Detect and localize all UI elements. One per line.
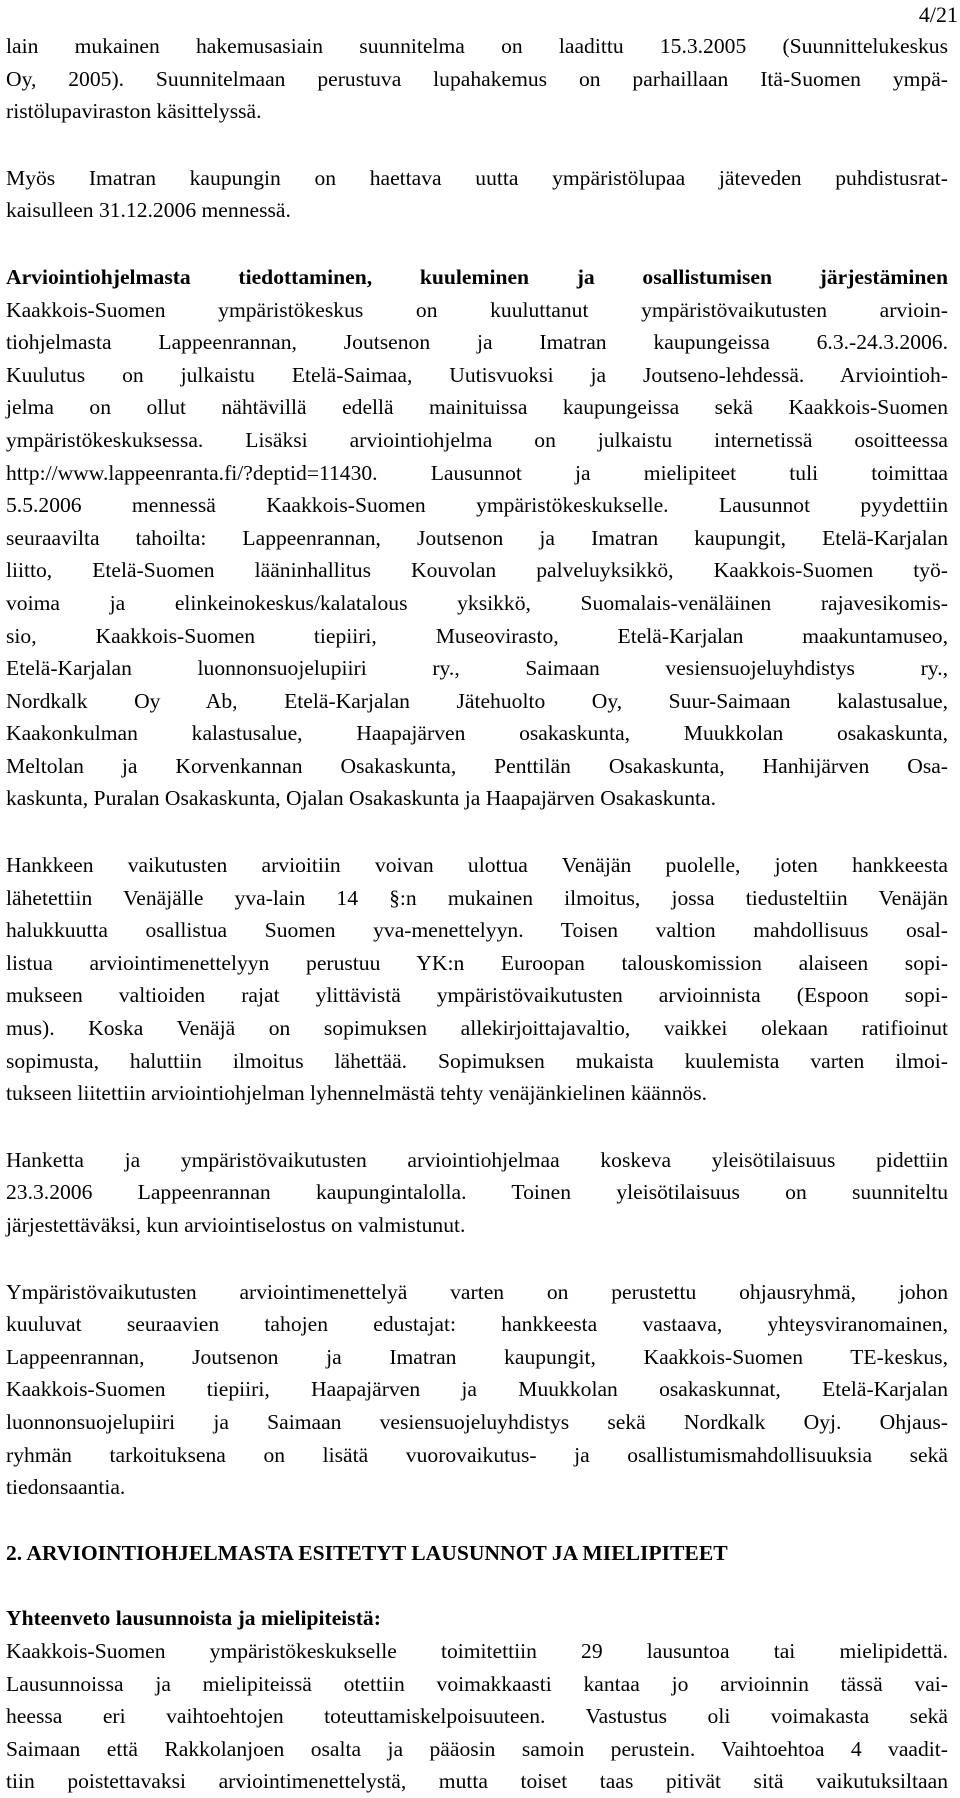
page-number: 4/21 [918,2,958,27]
text-line: ryhmän tarkoituksena on lisätä vuorovaikutus- ja osallistumismahdollisuuksia sekä [6,1442,948,1467]
text-line: tiedonsaantia. [6,1475,126,1500]
paragraph-summary [6,1602,948,1798]
paragraph-gap [6,1569,948,1602]
text-line: ristölupaviraston käsittelyssä. [6,99,262,124]
text-line: Meltolan ja Korvenkannan Osakaskunta, Penttilän Osakaskunta, Hanhijärven Osa- [6,753,948,778]
text-line: tukseen liitettiin arviointiohjelman lyhennelmästä tehty venäjänkielinen käännös. [6,1081,708,1106]
text-line: lähetettiin Venäjälle yva-lain 14 §:n mukainen ilmoitus, jossa tiedusteltiin Venäjän [6,885,948,910]
text-line: Kaakonkulman kalastusalue, Haapajärven osakaskunta, Muukkolan osakaskunta, [6,721,948,746]
text-line: Oy, 2005). Suunnitelmaan perustuva lupahakemus on parhaillaan Itä-Suomen ympä- [6,66,948,91]
text-line: Lausunnoissa ja mielipiteissä otettiin voimakkaasti kantaa jo arvioinnin tässä vai- [6,1671,948,1696]
text-line: Nordkalk Oy Ab, Etelä-Karjalan Jätehuolto Oy, Suur-Saimaan kalastusalue, [6,688,948,713]
text-line: Hankkeen vaikutusten arvioitiin voivan ulottua Venäjän puolelle, joten hankkeesta [6,853,948,878]
text-line: Myös Imatran kaupungin on haettava uutta ympäristölupaa jäteveden puhdistusrat- [6,165,948,190]
text-line: mukseen valtioiden rajat ylittävistä ympäristövaikutusten arvioinnista (Espoon sopi- [6,983,948,1008]
paragraph-public-event [6,1144,948,1242]
paragraph-russia-notification [6,849,948,1110]
text-line: kaskunta, Puralan Osakaskunta, Ojalan Osakaskunta ja Haapajärven Osakaskunta. [6,786,716,811]
paragraph-gap [6,1110,948,1144]
paragraph-gap [6,227,948,261]
text-line: 23.3.2006 Lappeenrannan kaupungintalolla. Toinen yleisötilaisuus on suunniteltu [6,1180,948,1205]
text-line: listua arviointimenettelyyn perustuu YK:n Euroopan talouskomission alaiseen sopi- [6,950,948,975]
paragraph-gap [6,1242,948,1276]
text-line: http://www.lappeenranta.fi/?deptid=11430. Lausunnot ja mielipiteet tuli toimittaa [6,460,948,485]
text-line: tiohjelmasta Lappeenrannan, Joutsenon ja Imatran kaupungeissa 6.3.-24.3.2006. [6,330,948,355]
paragraph-imatra-permit [6,162,948,227]
text-line: Kuulutus on julkaistu Etelä-Saimaa, Uutisvuoksi ja Joutseno-lehdessä. Arviointioh- [6,362,948,387]
paragraph-gap [6,1504,948,1537]
text-line: lain mukainen hakemusasiain suunnitelma on laadittu 15.3.2005 (Suunnittelukeskus [6,34,948,58]
text-line: heessa eri vaihtoehtojen toteuttamiskelpoisuuteen. Vastustus oli voimakasta sekä [6,1704,948,1729]
section-heading: 2. ARVIOINTIOHJELMASTA ESITETYT LAUSUNNOT JA MIELIPITEET [6,1540,728,1565]
text-line: sio, Kaakkois-Suomen tiepiiri, Museovirasto, Etelä-Karjalan maakuntamuseo, [6,623,948,648]
document-body [6,30,948,1798]
text-line: tiin poistettavaksi arviointimenettelystä, mutta toiset taas pitivät sitä vaikutuksiltaan [6,1769,948,1794]
text-line: 5.5.2006 mennessä Kaakkois-Suomen ympäristökeskukselle. Lausunnot pyydettiin [6,493,948,518]
text-line: Saimaan että Rakkolanjoen osalta ja pääosin samoin perustein. Vaihtoehtoa 4 vaadit- [6,1736,948,1761]
text-line: mus). Koska Venäjä on sopimuksen allekirjoittajavaltio, vaikkei olekaan ratifioinut [6,1016,948,1041]
paragraph-gap [6,815,948,849]
text-line: ympäristökeskuksessa. Lisäksi arviointiohjelma on julkaistu internetissä osoitteessa [6,427,948,452]
text-line: Kaakkois-Suomen ympäristökeskus on kuuluttanut ympäristövaikutusten arvioin- [6,297,948,322]
text-line: Etelä-Karjalan luonnonsuojelupiiri ry., Saimaan vesiensuojeluyhdistys ry., [6,656,948,681]
paragraph-steering-group [6,1276,948,1504]
text-line: järjestettäväksi, kun arviointiselostus on valmistunut. [6,1213,466,1237]
text-line: luonnonsuojelupiiri ja Saimaan vesiensuojeluyhdistys sekä Nordkalk Oyj. Ohjaus- [6,1409,948,1434]
text-line: halukkuutta osallistua Suomen yva-menettelyyn. Toisen valtion mahdollisuus osal- [6,918,948,943]
paragraph-heading: Arviointiohjelmasta tiedottaminen, kuuleminen ja osallistumisen järjestäminen [6,264,948,289]
text-line: Kaakkois-Suomen ympäristökeskukselle toimitettiin 29 lausuntoa tai mielipidettä. [6,1638,948,1663]
text-line: Kaakkois-Suomen tiepiiri, Haapajärven ja Muukkolan osakaskunnat, Etelä-Karjalan [6,1377,948,1402]
text-line: kuuluvat seuraavien tahojen edustajat: hankkeesta vastaava, yhteysviranomainen, [6,1312,948,1337]
paragraph-consultation [6,261,948,815]
text-line: Lappeenrannan, Joutsenon ja Imatran kaupungit, Kaakkois-Suomen TE-keskus, [6,1344,948,1369]
paragraph-application-plan [6,30,948,128]
text-line: kaisulleen 31.12.2006 mennessä. [6,198,291,223]
text-line: jelma on ollut nähtävillä edellä mainituissa kaupungeissa sekä Kaakkois-Suomen [6,395,948,420]
text-line: seuraavilta tahoilta: Lappeenrannan, Joutsenon ja Imatran kaupungit, Etelä-Karjalan [6,525,948,550]
subheading: Yhteenveto lausunnoista ja mielipiteistä: [6,1606,381,1631]
text-line: Ympäristövaikutusten arviointimenettelyä varten on perustettu ohjausryhmä, johon [6,1279,948,1304]
paragraph-gap [6,128,948,162]
text-line: sopimusta, haluttiin ilmoitus lähettää. Sopimuksen mukaista kuulemista varten ilmoi- [6,1048,948,1073]
text-line: voima ja elinkeinokeskus/kalatalous yksikkö, Suomalais-venäläinen rajavesikomis- [6,590,948,615]
text-line: liitto, Etelä-Suomen lääninhallitus Kouvolan palveluyksikkö, Kaakkois-Suomen työ- [6,558,948,583]
text-line: Hanketta ja ympäristövaikutusten arviointiohjelmaa koskeva yleisötilaisuus pidettiin [6,1147,948,1172]
